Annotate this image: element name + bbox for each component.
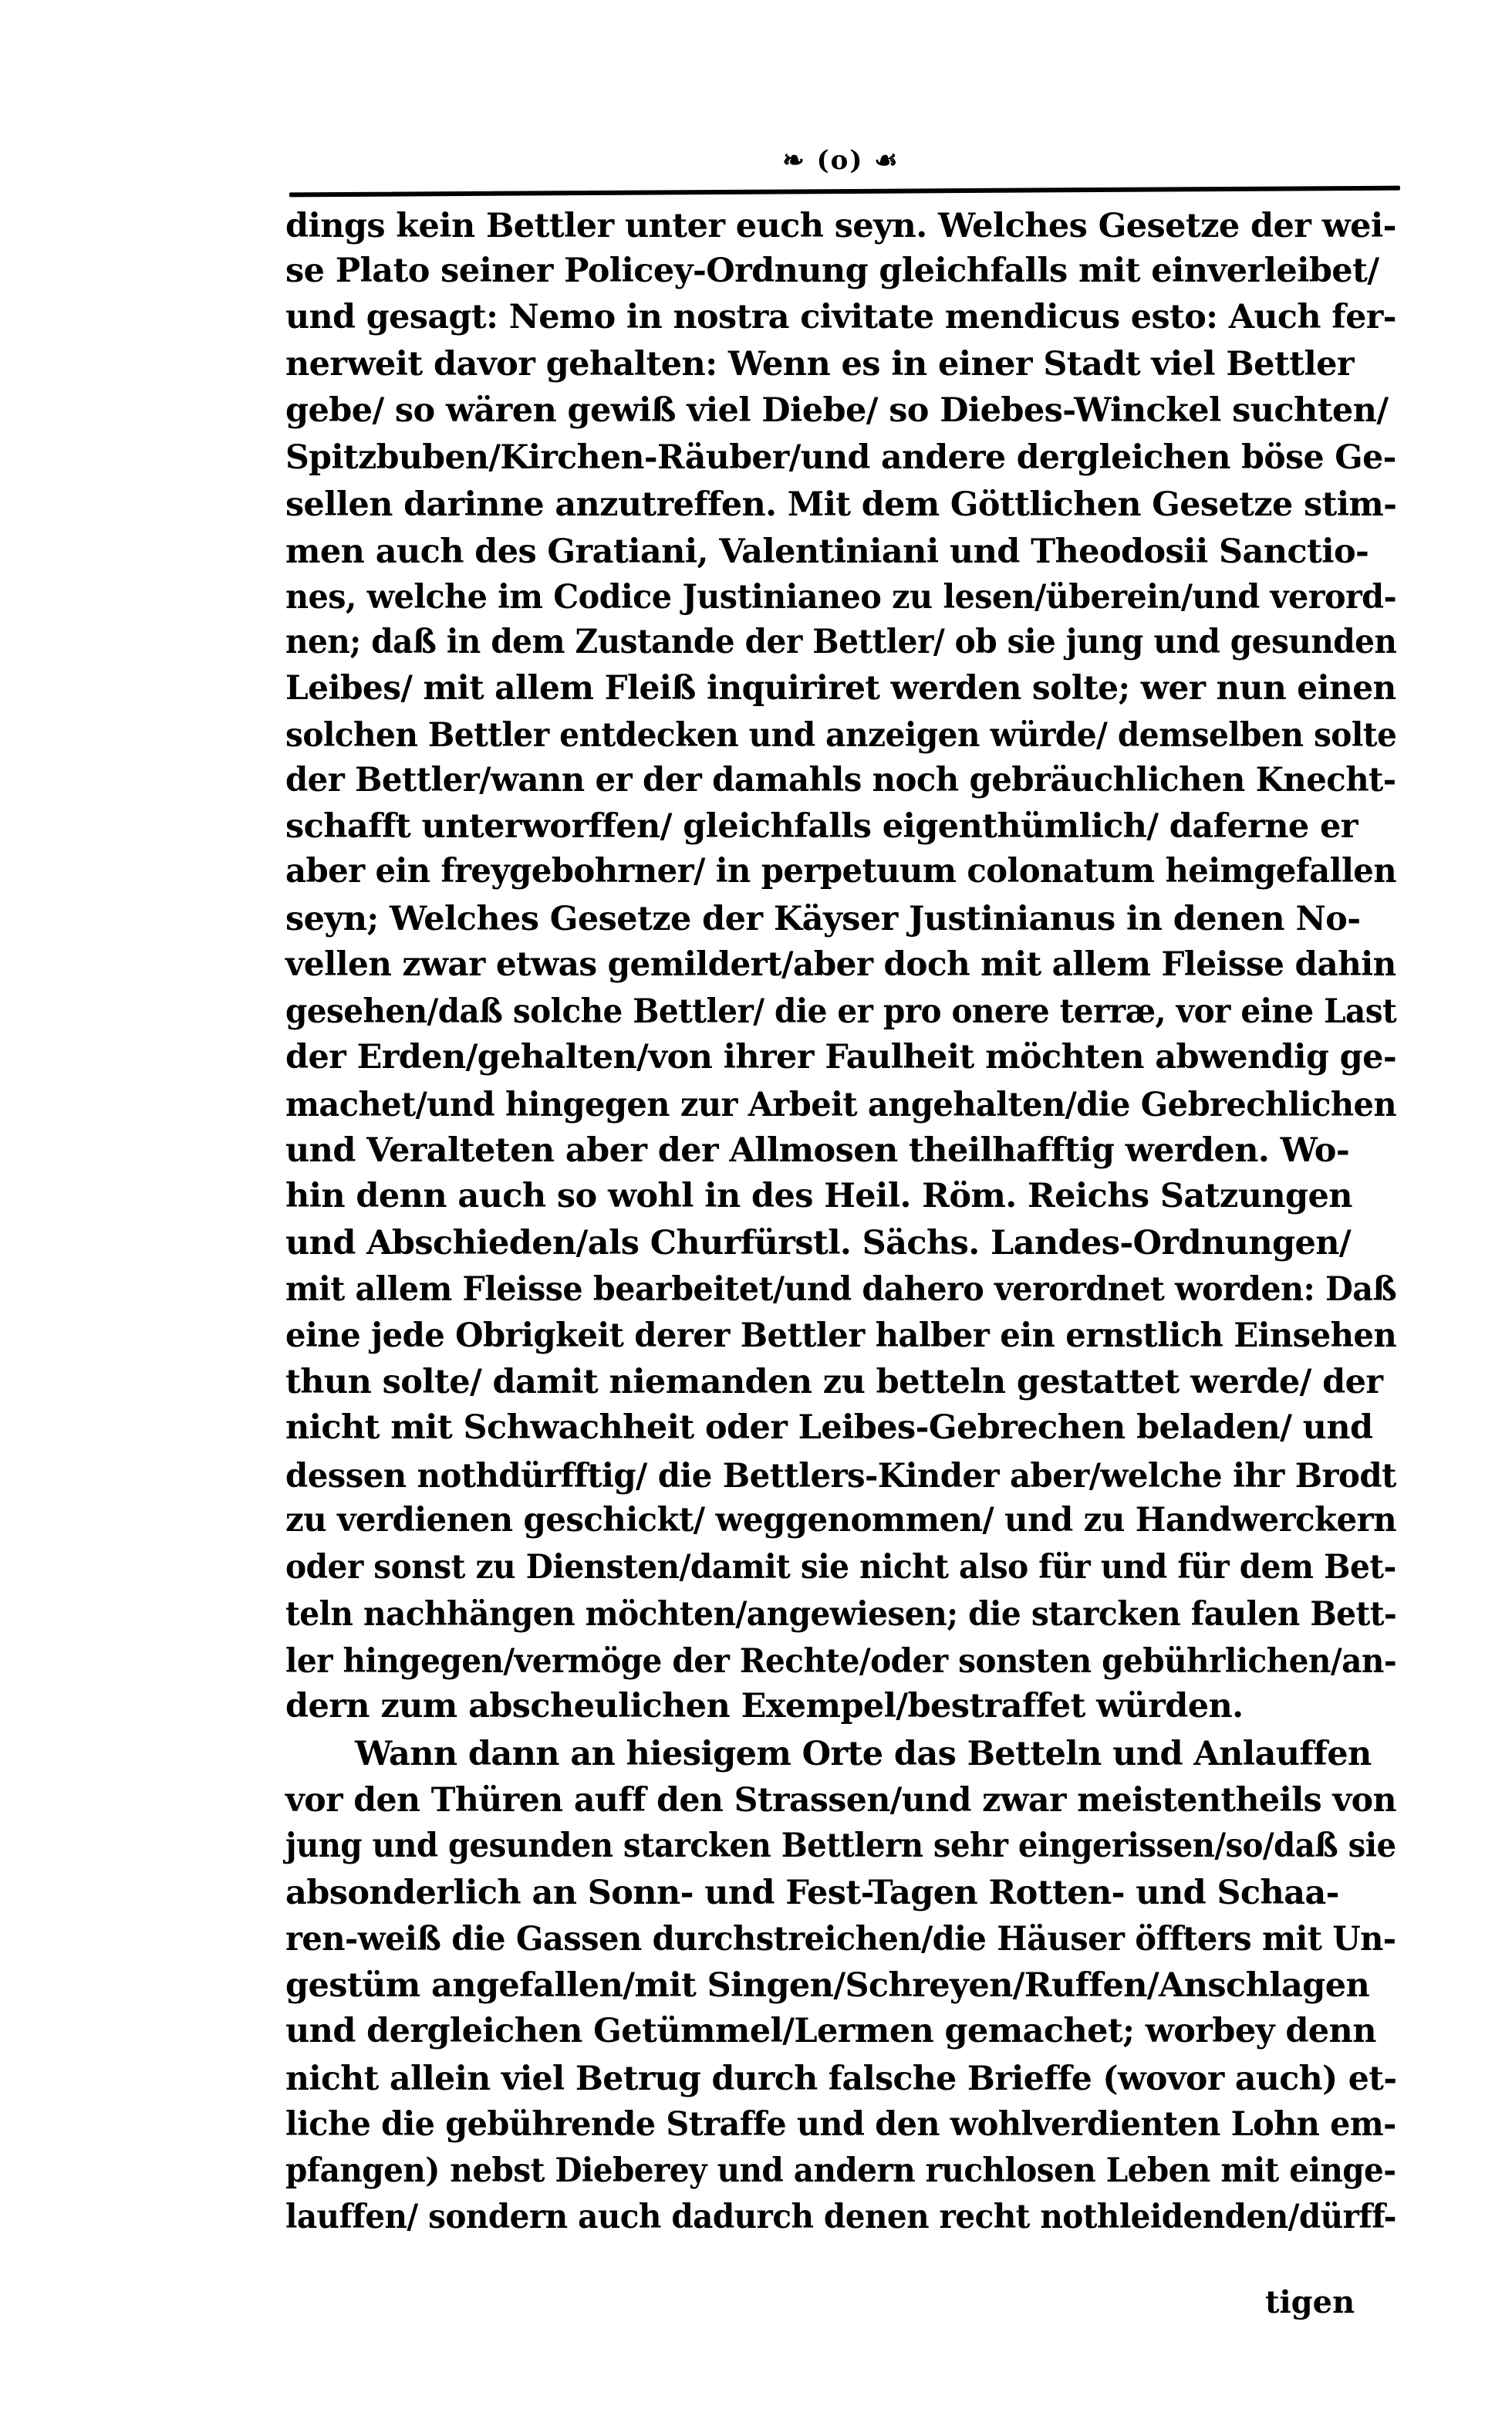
text-line: hin denn auch so wohl in des Heil. Röm. Reichs Satzungen bbox=[285, 1177, 1352, 1215]
page-header bbox=[741, 145, 941, 191]
text-line: nen; daß in dem Zustande der Bettler/ ob sie jung und gesunden bbox=[285, 623, 1397, 661]
text-line: lauffen/ sondern auch dadurch denen recht nothleidenden/dürff- bbox=[285, 2198, 1396, 2236]
text-line: ren-weiß die Gassen durchstreichen/die Häuser öffters mit Un- bbox=[285, 1920, 1396, 1959]
text-line: eine jede Obrigkeit derer Bettler halber ein ernstlich Einsehen bbox=[285, 1316, 1397, 1355]
text-line: und gesagt: Nemo in nostra civitate mendicus esto: Auch fer- bbox=[285, 298, 1396, 336]
text-line: men auch des Gratiani, Valentiniani und Theodosii Sanctio- bbox=[285, 532, 1369, 571]
text-line: dings kein Bettler unter euch seyn. Welches Gesetze der wei- bbox=[285, 207, 1396, 245]
text-line: dessen nothdürfftig/ die Bettlers-Kinder aber/welche ihr Brodt bbox=[285, 1457, 1396, 1496]
text-line: aber ein freygebohrner/ in perpetuum colonatum heimgefallen bbox=[285, 852, 1397, 891]
ornament-right-icon: ☙ bbox=[874, 145, 899, 176]
text-line: vellen zwar etwas gemildert/aber doch mit allem Fleisse dahin bbox=[285, 945, 1396, 984]
text-line: pfangen) nebst Dieberey und andern ruchlosen Leben mit einge- bbox=[285, 2151, 1396, 2190]
text-line: gebe/ so wären gewiß viel Diebe/ so Diebes-Winckel suchten/ bbox=[285, 391, 1389, 430]
text-line: nerweit davor gehalten: Wenn es in einer Stadt viel Bettler bbox=[285, 345, 1354, 384]
text-line: Wann dann an hiesigem Orte das Betteln und Anlauffen bbox=[355, 1735, 1372, 1773]
text-line: machet/und hingegen zur Arbeit angehalten/die Gebrechlichen bbox=[285, 1086, 1397, 1124]
text-line: und Veralteten aber der Allmosen theilhafftig werden. Wo- bbox=[285, 1131, 1350, 1170]
text-line: se Plato seiner Policey-Ordnung gleichfalls mit einverleibet/ bbox=[285, 252, 1379, 290]
text-line: Spitzbuben/Kirchen-Räuber/und andere dergleichen böse Ge- bbox=[285, 438, 1396, 477]
text-line: seyn; Welches Gesetze der Käyser Justinianus in denen No- bbox=[285, 900, 1361, 938]
page-marker: (o) bbox=[816, 145, 864, 176]
text-line: nicht allein viel Betrug durch falsche Brieffe (wovor auch) et- bbox=[285, 2060, 1397, 2098]
text-line: absonderlich an Sonn- und Fest-Tagen Rotten- und Schaa- bbox=[285, 1874, 1339, 1912]
text-line: sellen darinne anzutreffen. Mit dem Göttlichen Gesetze stim- bbox=[285, 485, 1397, 524]
text-line: zu verdienen geschickt/ weggenommen/ und zu Handwerckern bbox=[285, 1501, 1397, 1540]
text-line: teln nachhängen möchten/angewiesen; die starcken faulen Bett- bbox=[285, 1595, 1397, 1634]
text-line: und Abschieden/als Churfürstl. Sächs. Landes-Ordnungen/ bbox=[285, 1224, 1351, 1262]
text-line: mit allem Fleisse bearbeitet/und dahero verordnet worden: Daß bbox=[285, 1270, 1397, 1309]
text-line: und dergleichen Getümmel/Lermen gemachet; worbey denn bbox=[285, 2012, 1376, 2050]
ornament-left-icon: ❧ bbox=[782, 145, 806, 176]
text-line: gesehen/daß solche Bettler/ die er pro onere terræ, vor eine Last bbox=[285, 992, 1397, 1031]
text-line: ler hingegen/vermöge der Rechte/oder sonsten gebührlichen/an- bbox=[285, 1642, 1397, 1681]
text-line: liche die gebührende Straffe und den wohlverdienten Lohn em- bbox=[285, 2105, 1396, 2144]
text-line: vor den Thüren auff den Strassen/und zwar meistentheils von bbox=[285, 1781, 1396, 1820]
text-line: nes, welche im Codice Justinianeo zu lesen/überein/und verord- bbox=[285, 578, 1397, 617]
text-line: Leibes/ mit allem Fleiß inquiriret werden solte; wer nun einen bbox=[285, 669, 1396, 708]
text-line: der Erden/gehalten/von ihrer Faulheit möchten abwendig ge- bbox=[285, 1038, 1397, 1076]
text-line: nicht mit Schwachheit oder Leibes-Gebrechen beladen/ und bbox=[285, 1408, 1373, 1447]
text-line: solchen Bettler entdecken und anzeigen würde/ demselben solte bbox=[285, 716, 1397, 755]
catchword: tigen bbox=[1265, 2284, 1355, 2320]
text-line: thun solte/ damit niemanden zu betteln gestattet werde/ der bbox=[285, 1363, 1383, 1401]
text-line: gestüm angefallen/mit Singen/Schreyen/Ruffen/Anschlagen bbox=[285, 1966, 1370, 2005]
text-line: der Bettler/wann er der damahls noch gebräuchlichen Knecht- bbox=[285, 761, 1396, 799]
text-line: dern zum abscheulichen Exempel/bestraffet würden. bbox=[285, 1687, 1244, 1725]
text-line: schafft unterworffen/ gleichfalls eigenthümlich/ daferne er bbox=[285, 807, 1358, 846]
text-line: jung und gesunden starcken Bettlern sehr eingerissen/so/daß sie bbox=[285, 1827, 1396, 1865]
text-line: oder sonst zu Diensten/damit sie nicht also für und für dem Bet- bbox=[285, 1548, 1396, 1587]
